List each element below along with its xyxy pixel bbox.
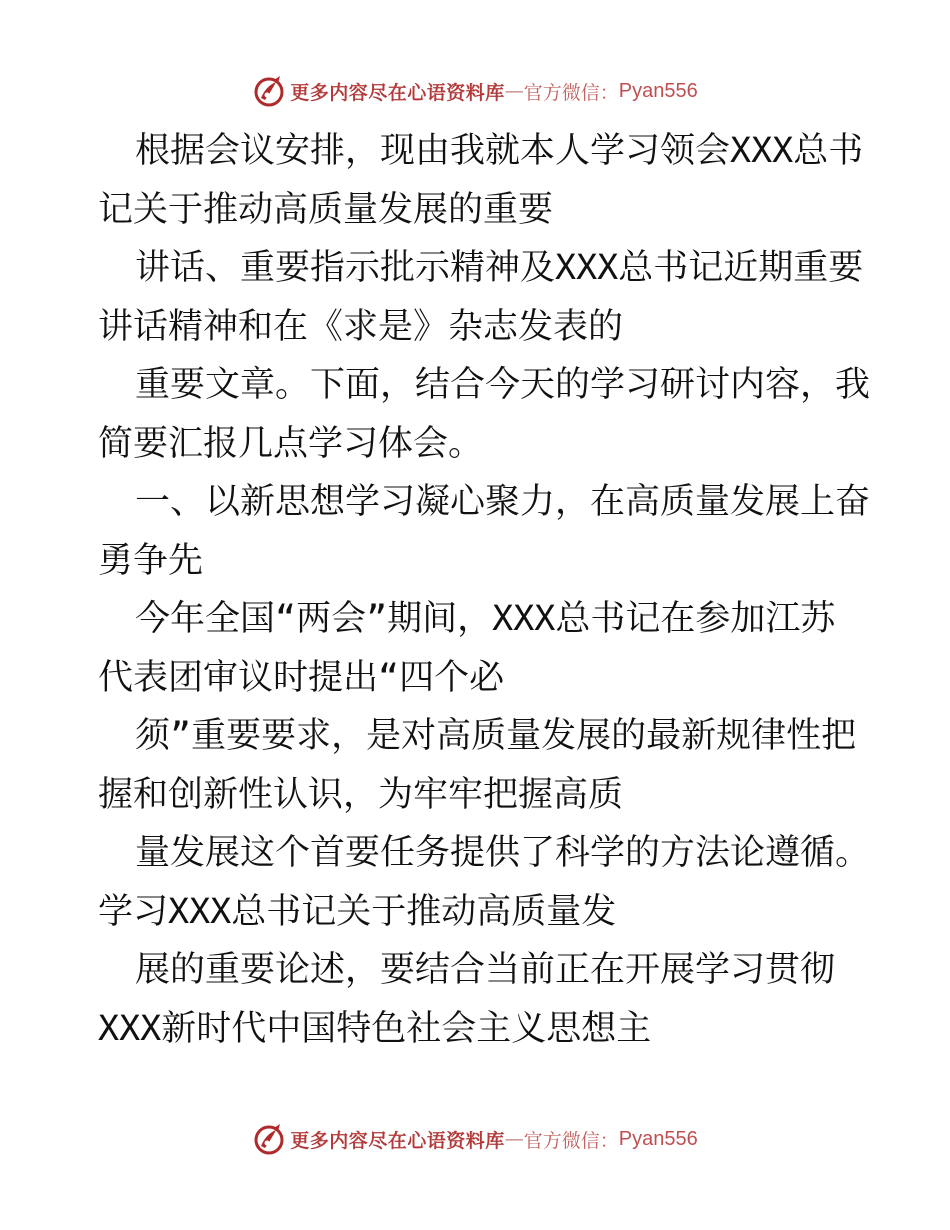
body-line: 重要文章。下面，结合今天的学习研讨内容，我 [135,365,871,405]
body-line: 讲话精神和在《求是》杂志发表的 [98,306,624,347]
body-line: XXX新时代中国特色社会主义思想主 [98,1008,652,1049]
body-line: 代表团审议时提出“四个必 [98,657,505,698]
header-separator: — [504,80,524,102]
section-heading-line: 勇争先 [98,540,204,581]
footer-site-name: 更多内容尽在心语资料库 [290,1129,505,1152]
footer-wechat-label: 官方微信： [523,1129,619,1152]
body-line: 量发展这个首要任务提供了科学的方法论遵循。 [135,833,871,873]
body-line: 记关于推动高质量发展的重要 [98,189,554,230]
body-line: 今年全国“两会”期间，XXX总书记在参加江苏 [135,599,836,639]
body-line: 须”重要要求，是对高质量发展的最新规律性把 [135,716,857,756]
header-wechat-id: Pyan556 [618,79,698,102]
footer-banner [0,1119,950,1159]
body-line: 简要汇报几点学习体会。 [98,423,484,464]
body-line: 学习XXX总书记关于推动高质量发 [98,891,617,932]
body-line: 讲话、重要指示批示精神及XXX总书记近期重要 [135,248,864,288]
footer-wechat-id: Pyan556 [618,1127,698,1150]
section-heading-line: 一、以新思想学习凝心聚力，在高质量发展上奋 [135,482,871,522]
body-line: 展的重要论述，要结合当前正在开展学习贯彻 [135,950,836,990]
brush-seal-logo-icon [252,74,286,108]
header-site-name: 更多内容尽在心语资料库 [290,81,505,104]
brush-seal-logo-icon [252,1122,286,1156]
body-text [98,122,871,1058]
header-wechat-label: 官方微信： [523,81,619,104]
header-banner [0,71,950,111]
body-line: 根据会议安排，现由我就本人学习领会XXX总书 [135,131,864,171]
footer-separator: — [504,1128,524,1150]
body-line: 握和创新性认识，为牢牢把握高质 [98,774,624,815]
